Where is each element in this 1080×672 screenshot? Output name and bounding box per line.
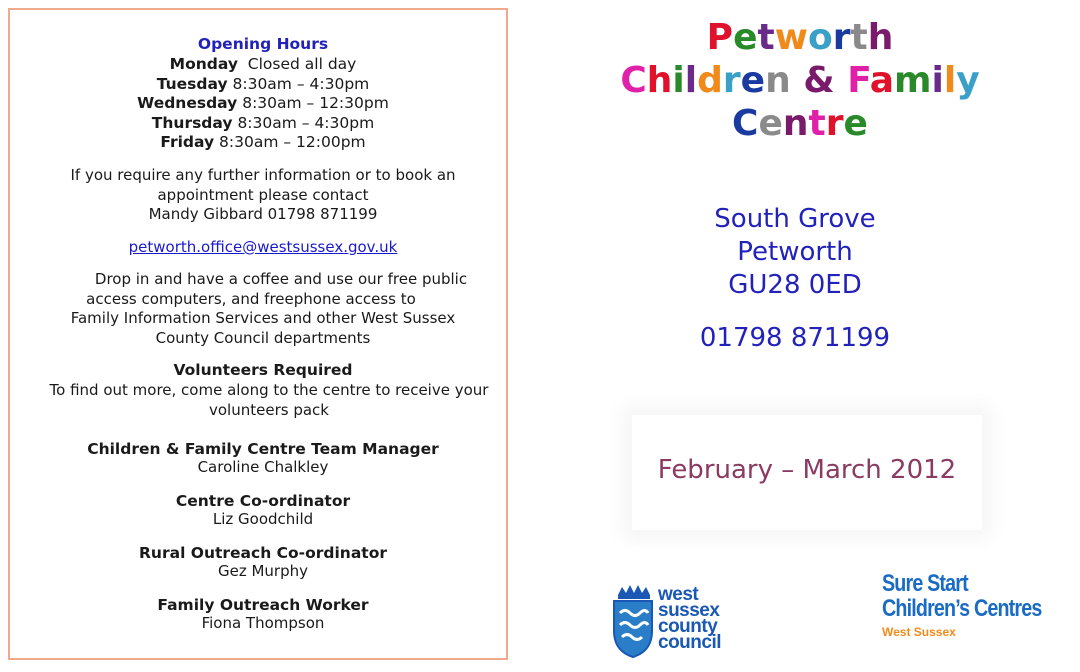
hours-value: Closed all day — [247, 55, 357, 73]
opening-hours-list — [20, 55, 506, 153]
title-line: Petworth — [706, 17, 894, 58]
staff-name: Liz Goodchild — [212, 510, 314, 528]
email-link[interactable]: petworth.office@westsussex.gov.uk — [128, 238, 398, 256]
day-label: Monday — [169, 55, 238, 73]
staff-name: Fiona Thompson — [201, 614, 325, 632]
volunteers-line: volunteers pack — [209, 400, 329, 419]
address — [620, 203, 970, 302]
day-label: Wednesday — [137, 94, 238, 112]
hours-row-monday — [20, 55, 506, 75]
day-label: Friday — [160, 133, 215, 151]
contact-info — [20, 166, 506, 225]
address-line: South Grove — [714, 204, 876, 234]
day-label: Tuesday — [156, 74, 228, 93]
phone-number: 01798 871199 — [699, 323, 891, 353]
hours-value: 8:30am – 4:30pm — [232, 74, 370, 93]
staff-rural-outreach — [20, 544, 506, 580]
staff-name: Gez Murphy — [217, 562, 308, 580]
hours-value: 8:30am – 12:00pm — [219, 133, 366, 151]
sure-start-line: West Sussex — [882, 625, 956, 639]
hours-row-friday — [20, 133, 506, 153]
opening-hours-title: Opening Hours — [197, 35, 329, 53]
contact-line: Mandy Gibbard 01798 871199 — [148, 205, 378, 223]
email-block — [20, 238, 506, 256]
hours-row-wednesday — [20, 94, 506, 114]
crest-icon — [610, 585, 656, 659]
address-line: GU28 0ED — [728, 270, 862, 300]
contact-line: appointment please contact — [157, 185, 369, 204]
drop-in-line: County Council departments — [155, 328, 371, 347]
staff-role: Rural Outreach Co-ordinator — [139, 544, 387, 562]
volunteers-title: Volunteers Required — [173, 361, 353, 379]
wsx-word: west — [658, 584, 699, 605]
drop-in-text — [20, 270, 506, 348]
west-sussex-logo — [610, 585, 745, 660]
volunteers-line: To find out more, come along to the centre to receive your — [49, 381, 489, 399]
hours-row-tuesday — [20, 75, 506, 95]
sure-start-line: Sure Start — [882, 570, 968, 597]
sure-start-logo — [882, 572, 1077, 639]
contact-line: If you require any further information or to book an — [70, 166, 456, 184]
staff-role: Family Outreach Worker — [157, 596, 369, 614]
staff-name: Caroline Chalkley — [197, 458, 329, 476]
staff-family-outreach — [20, 596, 506, 632]
day-label: Thursday — [151, 113, 233, 132]
volunteers-text — [32, 381, 506, 420]
drop-in-line: access computers, and freephone access to — [86, 289, 416, 308]
dates-box — [632, 415, 982, 530]
drop-in-line: Drop in and have a coffee and use our free public — [94, 270, 468, 288]
wsx-wordmark — [658, 584, 722, 653]
info-panel — [8, 8, 508, 660]
wsx-word: sussex — [658, 600, 720, 621]
drop-in-line: Family Information Services and other West Sussex — [70, 309, 456, 327]
centre-title — [590, 16, 1010, 145]
wsx-word: council — [658, 632, 722, 653]
date-range: February – March 2012 — [657, 455, 957, 485]
staff-centre-coordinator — [20, 492, 506, 528]
staff-team-manager — [20, 440, 506, 476]
staff-role: Children & Family Centre Team Manager — [87, 440, 439, 458]
hours-value: 8:30am – 12:30pm — [242, 94, 389, 112]
title-line: Children & Family — [620, 60, 980, 101]
hours-row-thursday — [20, 114, 506, 134]
hours-value: 8:30am – 4:30pm — [237, 113, 375, 132]
staff-role: Centre Co-ordinator — [175, 492, 351, 510]
title-line: Centre — [732, 103, 868, 144]
address-line: Petworth — [737, 237, 853, 267]
sure-start-line: Children’s Centres — [882, 595, 1042, 622]
wsx-word: county — [658, 616, 718, 637]
